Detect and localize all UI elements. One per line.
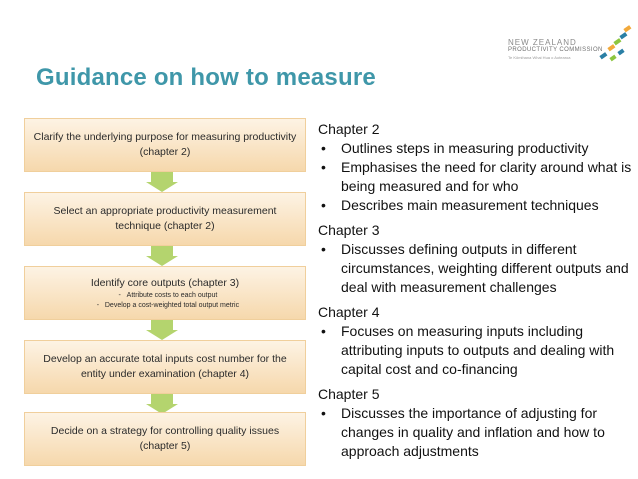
chapter-3-title: Chapter 3 — [318, 222, 380, 238]
chapter-3-block — [318, 221, 634, 297]
logo-mark-icon — [594, 24, 634, 68]
flow-step-4-text: Develop an accurate total inputs cost number for the entity under examination (chapter 4) — [43, 353, 287, 380]
chapter-4-title: Chapter 4 — [318, 304, 380, 320]
flow-step-3-sub-1: - Attribute costs to each output — [118, 291, 218, 299]
logo-text-line3: Te Kōmihana Whai Hua o Aotearoa — [508, 55, 571, 60]
flow-step-4 — [24, 340, 306, 394]
flow-step-2 — [24, 192, 306, 246]
flow-step-3-sub-2: - Develop a cost-weighted total output metric — [96, 301, 240, 309]
flow-step-5 — [24, 412, 306, 466]
chapter-4-bullet-1: • Focuses on measuring inputs including attributing inputs to outputs and dealing with capital cost and co-financing — [318, 322, 634, 379]
chapter-5-block — [318, 385, 634, 461]
flow-step-1-text: Clarify the underlying purpose for measuring productivity (chapter 2) — [33, 131, 297, 158]
chapter-2-bullet-1: • Outlines steps in measuring productivity — [318, 139, 634, 158]
chapter-5-title: Chapter 5 — [318, 386, 380, 402]
flow-step-2-text: Select an appropriate productivity measurement technique (chapter 2) — [53, 205, 277, 232]
chapter-summary — [318, 120, 634, 467]
chapter-2-title: Chapter 2 — [318, 121, 380, 137]
chapter-4-block — [318, 303, 634, 379]
flow-step-5-text: Decide on a strategy for controlling quality issues (chapter 5) — [50, 425, 280, 452]
page-title: Guidance on how to measure — [36, 64, 376, 91]
chapter-2-block — [318, 120, 634, 215]
logo-text-line1: NEW ZEALAND — [508, 38, 577, 47]
chapter-3-bullet-1: • Discusses defining outputs in different circumstances, weighting different outputs and deal with measurement challenges — [318, 240, 634, 297]
flow-step-3-text: Identify core outputs (chapter 3) — [90, 276, 240, 289]
logo-text-line2: PRODUCTIVITY COMMISSION — [508, 47, 603, 53]
flow-step-1 — [24, 118, 306, 172]
chapter-2-bullet-3: • Describes main measurement techniques — [318, 196, 634, 215]
commission-logo — [496, 24, 636, 74]
chapter-5-bullet-1: • Discusses the importance of adjusting for changes in quality and inflation and how to approach adjustments — [318, 404, 634, 461]
chapter-2-bullet-2: • Emphasises the need for clarity around what is being measured and for who — [318, 158, 634, 196]
flow-step-3 — [24, 266, 306, 320]
